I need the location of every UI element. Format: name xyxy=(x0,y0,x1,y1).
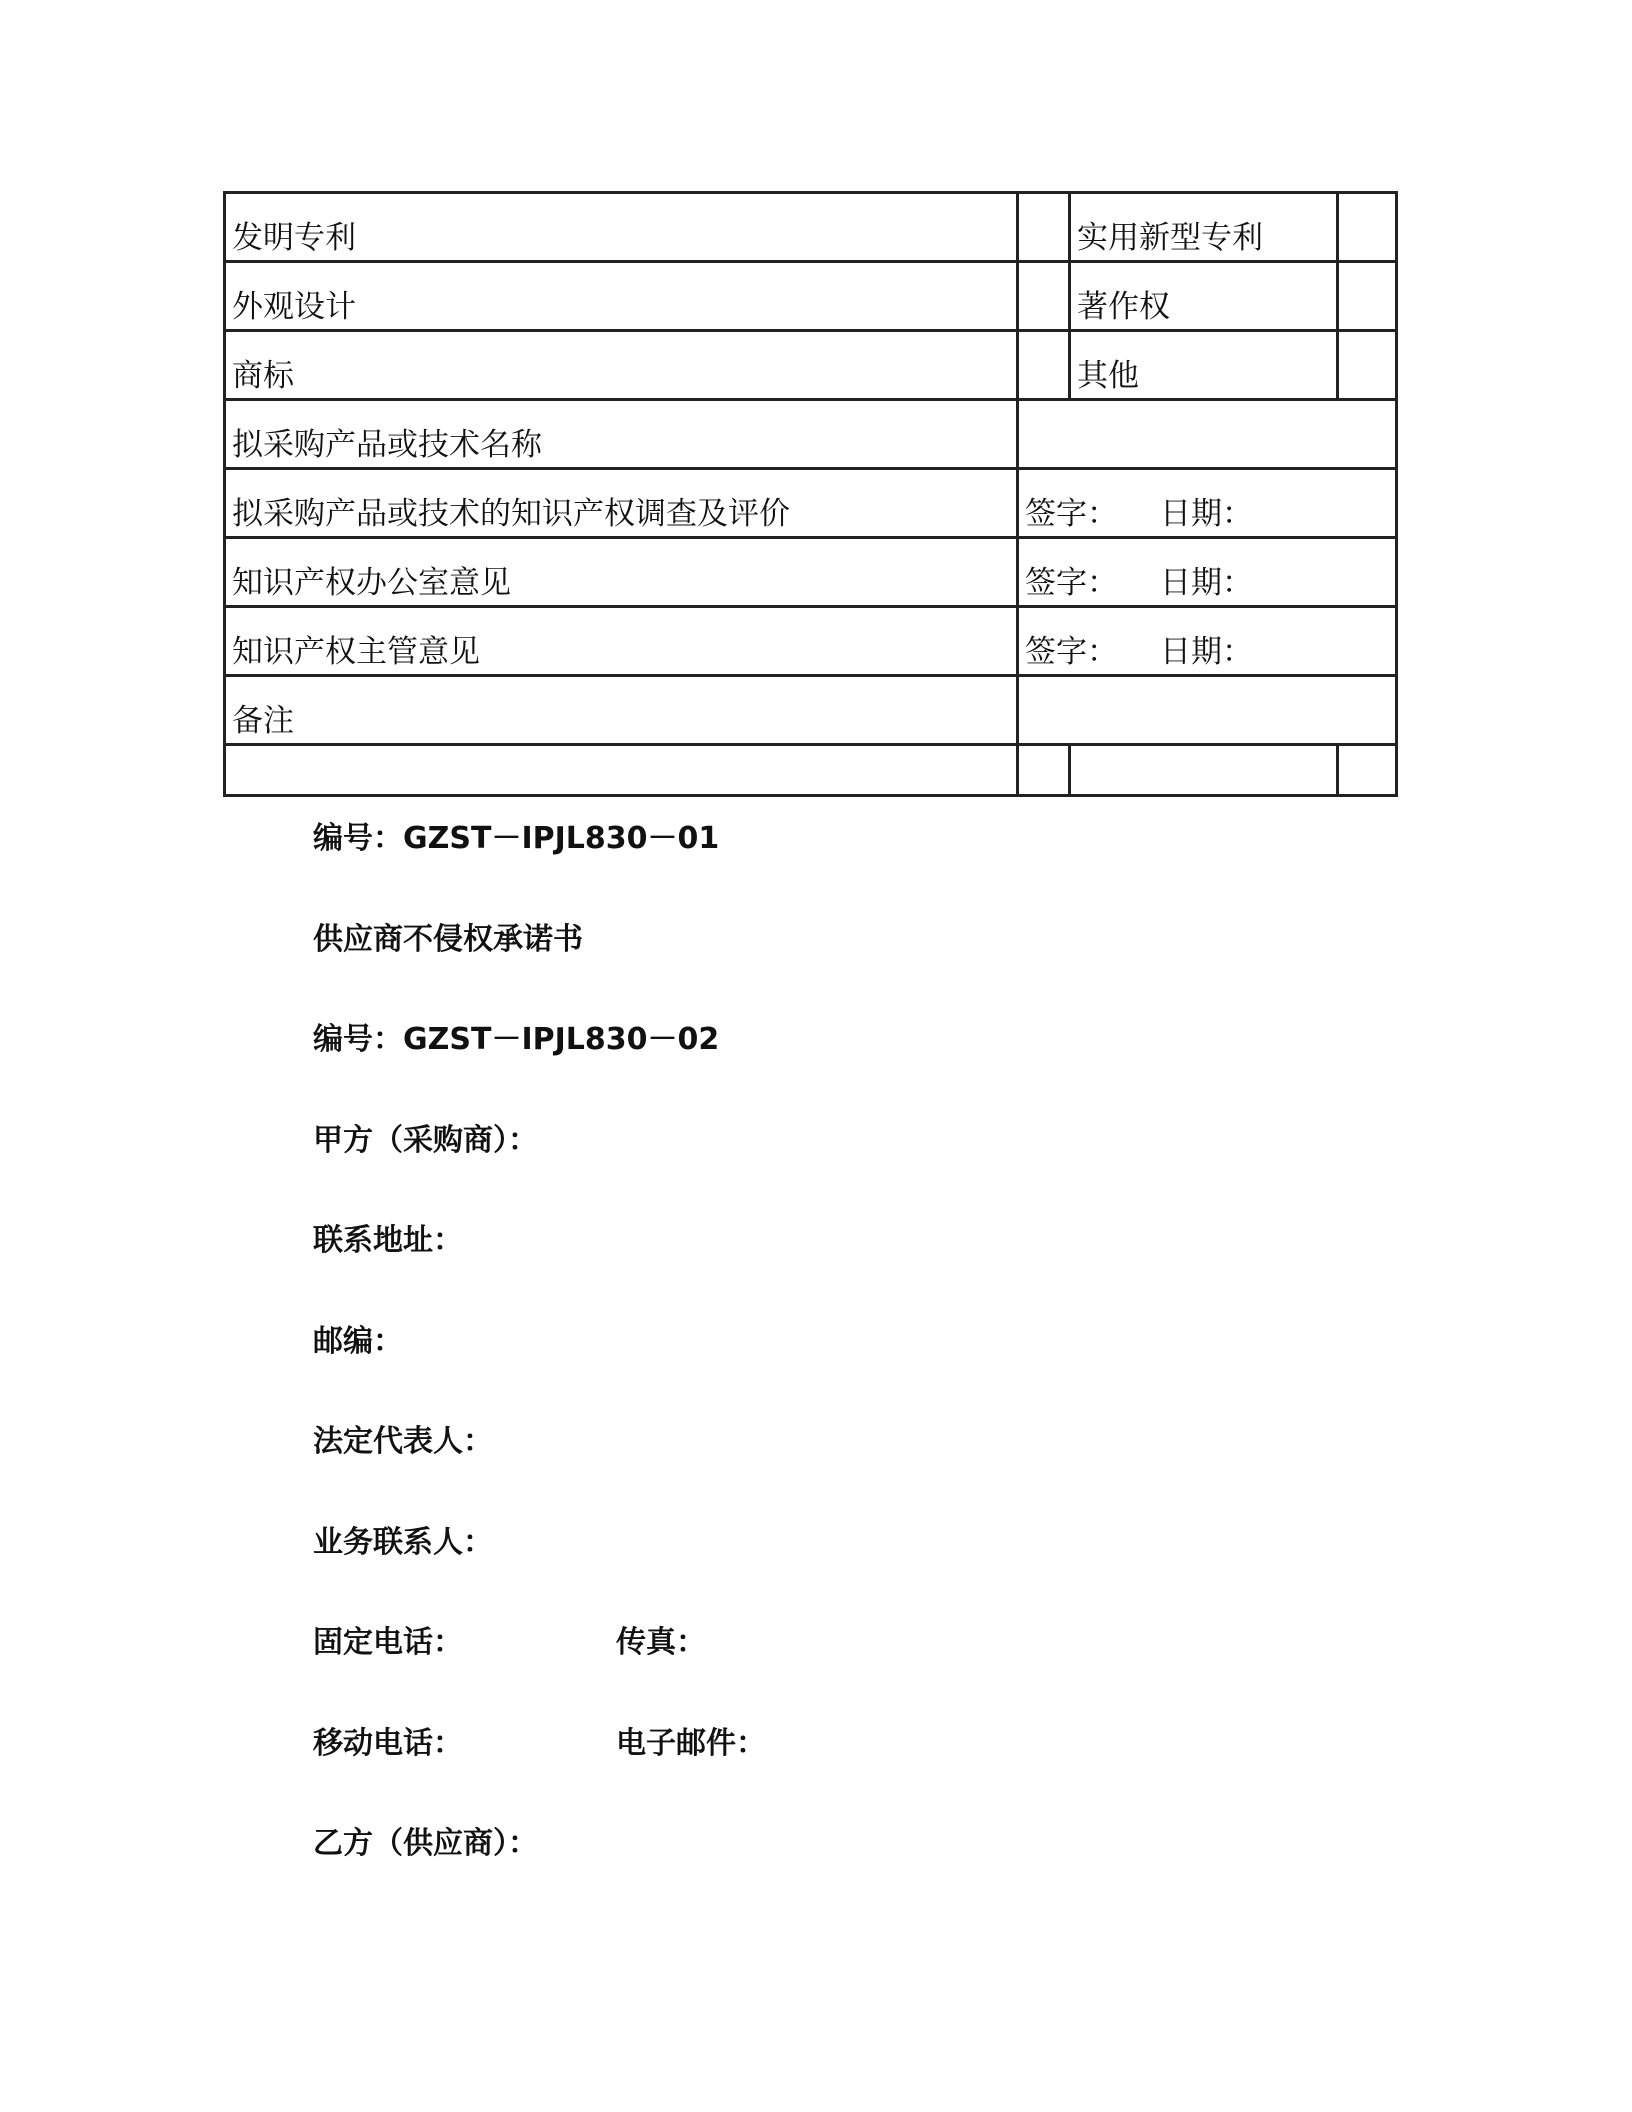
signature-cell[interactable] xyxy=(1018,607,1397,676)
table-cell-label: 实用新型专利 xyxy=(1070,193,1338,262)
contact-label: 业务联系人： xyxy=(313,1525,493,1560)
table-cell-label: 知识产权办公室意见 xyxy=(225,538,1018,607)
table-cell-label: 著作权 xyxy=(1070,262,1338,331)
document-code: 编号：GZST－IPJL830－01 xyxy=(313,821,720,856)
address-label: 联系地址： xyxy=(313,1223,463,1258)
signature-label: 签字： xyxy=(1025,496,1118,532)
checkbox-cell[interactable] xyxy=(1018,193,1070,262)
party-b-label: 乙方（供应商）： xyxy=(313,1826,538,1861)
signature-cell[interactable] xyxy=(1018,538,1397,607)
mobile-email-line xyxy=(313,1718,766,1762)
table-cell-label: 外观设计 xyxy=(225,262,1018,331)
date-label: 日期： xyxy=(1160,565,1253,601)
table-row xyxy=(225,469,1397,538)
table-cell-label: 备注 xyxy=(225,676,1018,745)
table-cell-label: 发明专利 xyxy=(225,193,1018,262)
input-cell[interactable] xyxy=(1018,676,1397,745)
table-cell-label: 拟采购产品或技术名称 xyxy=(225,400,1018,469)
checkbox-cell[interactable] xyxy=(1338,262,1397,331)
table-row xyxy=(225,538,1397,607)
fax-label: 传真： xyxy=(616,1625,706,1660)
document-code: 编号：GZST－IPJL830－02 xyxy=(313,1022,720,1057)
signature-cell[interactable] xyxy=(1018,469,1397,538)
postcode-label: 邮编： xyxy=(313,1324,403,1359)
table-cell-label: 知识产权主管意见 xyxy=(225,607,1018,676)
empty-cell xyxy=(1338,745,1397,796)
table-row xyxy=(225,262,1397,331)
date-label: 日期： xyxy=(1160,634,1253,670)
empty-cell xyxy=(1018,745,1070,796)
party-a-label: 甲方（采购商）： xyxy=(313,1123,538,1158)
empty-cell xyxy=(225,745,1018,796)
empty-cell xyxy=(1070,745,1338,796)
document-title: 供应商不侵权承诺书 xyxy=(313,922,583,957)
table-row xyxy=(225,400,1397,469)
checkbox-cell[interactable] xyxy=(1018,262,1070,331)
table-row xyxy=(225,193,1397,262)
table-row xyxy=(225,745,1397,796)
checkbox-cell[interactable] xyxy=(1018,331,1070,400)
table-cell-label: 拟采购产品或技术的知识产权调查及评价 xyxy=(225,469,1018,538)
legal-rep-label: 法定代表人： xyxy=(313,1424,493,1459)
date-label: 日期： xyxy=(1160,496,1253,532)
phone-label: 固定电话： xyxy=(313,1625,463,1660)
email-label: 电子邮件： xyxy=(616,1726,766,1761)
mobile-label: 移动电话： xyxy=(313,1726,463,1761)
input-cell[interactable] xyxy=(1018,400,1397,469)
ip-form-table xyxy=(223,191,1398,797)
signature-label: 签字： xyxy=(1025,565,1118,601)
signature-label: 签字： xyxy=(1025,634,1118,670)
checkbox-cell[interactable] xyxy=(1338,331,1397,400)
table-row xyxy=(225,676,1397,745)
checkbox-cell[interactable] xyxy=(1338,193,1397,262)
table-cell-label: 其他 xyxy=(1070,331,1338,400)
table-cell-label: 商标 xyxy=(225,331,1018,400)
phone-fax-line xyxy=(313,1617,706,1661)
table-row xyxy=(225,331,1397,400)
table-row xyxy=(225,607,1397,676)
